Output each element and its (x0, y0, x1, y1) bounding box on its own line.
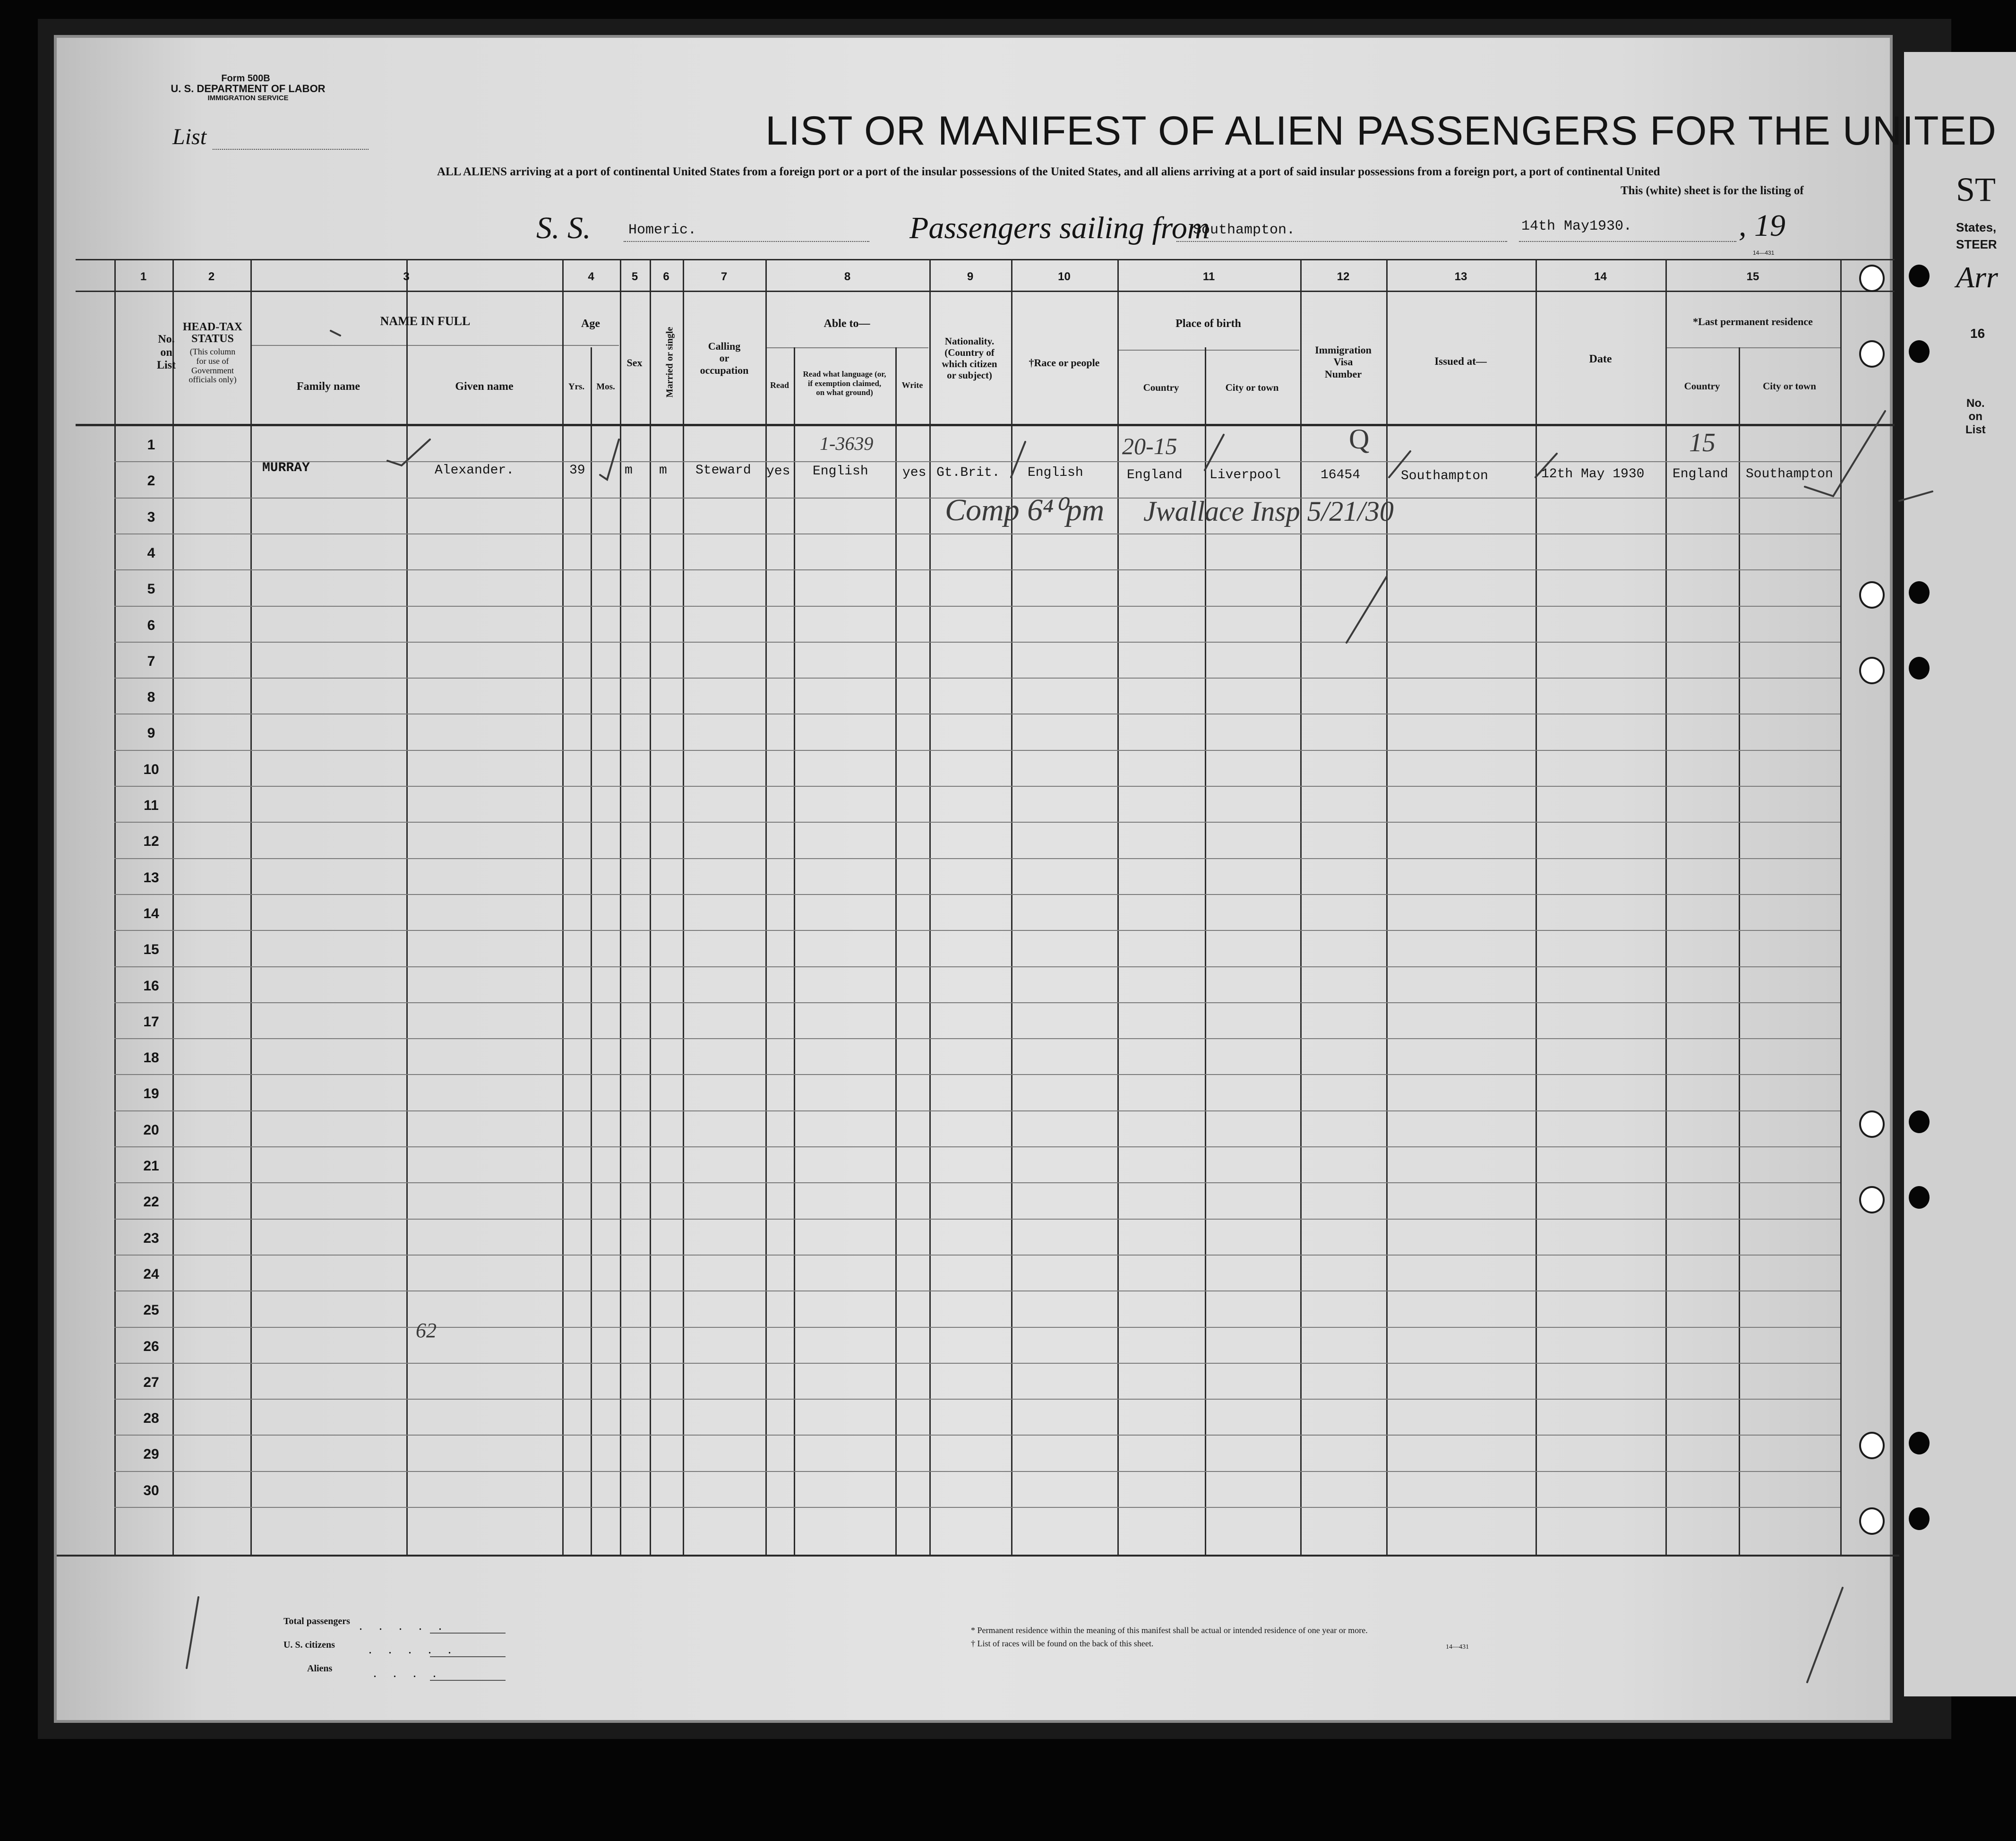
column-number: 10 (1058, 270, 1071, 283)
col-age-yrs: Yrs. (568, 382, 585, 392)
check-mark (1807, 1588, 1843, 1682)
ss-label: S. S. (536, 211, 591, 245)
row-number: 29 (143, 1446, 159, 1462)
row-number: 30 (143, 1482, 159, 1498)
res-city-cell: Southampton (1746, 467, 1833, 482)
footer-dots: . . . . . (369, 1642, 458, 1657)
next-col-num: 16 (1970, 326, 1985, 341)
row-number: 1 (147, 437, 155, 453)
column-number: 9 (967, 270, 974, 283)
language-cell: English (813, 464, 868, 479)
check-mark (1389, 451, 1410, 477)
row-number: 16 (143, 978, 159, 994)
punch-hole (1909, 581, 1930, 604)
footer-aliens-line (430, 1680, 506, 1681)
row-number: 25 (143, 1302, 159, 1318)
form-service: IMMIGRATION SERVICE (207, 94, 289, 102)
punch-hole (1859, 1186, 1885, 1213)
footer-total-line (430, 1633, 506, 1634)
row-number: 3 (147, 509, 155, 525)
row-number: 9 (147, 725, 155, 741)
age-yrs-cell: 39 (569, 463, 585, 478)
visa-number-cell: 16454 (1321, 468, 1361, 482)
col-age-mos: Mos. (596, 382, 615, 392)
column-number: 1 (140, 270, 147, 283)
handwritten-mark-62: 62 (416, 1319, 437, 1342)
col-able-to: Able to— (824, 318, 870, 330)
row-number: 14 (143, 905, 159, 921)
row-number: 18 (143, 1050, 159, 1066)
form-department: U. S. DEPARTMENT OF LABOR (171, 83, 326, 95)
column-number: 15 (1746, 270, 1759, 283)
handwritten-visa-mark: Q (1349, 423, 1370, 455)
col-last-residence: *Last permanent residence (1693, 316, 1813, 327)
row-number: 10 (143, 761, 159, 777)
col-nationality: Nationality. (Country of which citizen or subject) (942, 336, 997, 381)
col-married: Married or single (664, 327, 675, 398)
check-mark (1347, 576, 1387, 643)
row-number: 6 (147, 617, 155, 633)
check-mark (1899, 491, 1932, 501)
punch-hole (1909, 1432, 1930, 1454)
column-number: 7 (721, 270, 728, 283)
col-read: Read (770, 380, 789, 390)
col-head-tax-note: (This column for use of Government officials only) (189, 347, 237, 385)
check-mark (331, 331, 340, 336)
punch-hole (1859, 1110, 1885, 1138)
race-cell: English (1028, 465, 1083, 480)
birth-country-cell: England (1127, 468, 1183, 482)
col-date: Date (1589, 353, 1612, 365)
row-number: 13 (143, 869, 159, 886)
footer-total-passengers: Total passengers (283, 1616, 350, 1626)
column-number: 8 (844, 270, 851, 283)
sailing-port: Southampton. (1193, 222, 1295, 238)
col-issued-at: Issued at— (1434, 355, 1487, 367)
birth-city-cell: Liverpool (1210, 468, 1281, 482)
check-mark (387, 439, 430, 465)
col-race: †Race or people (1029, 357, 1100, 369)
punch-hole (1859, 581, 1885, 609)
handwritten-code: 20-15 (1122, 433, 1177, 459)
col-birth-city: City or town (1225, 382, 1279, 393)
row-number: 26 (143, 1338, 159, 1354)
row-number: 22 (143, 1194, 159, 1210)
column-number: 13 (1454, 270, 1467, 283)
page-subtitle: ALL ALIENS arriving at a port of continental United States from a foreign port or a port of the insular possessions of the United States, and all aliens arriving at a port of said insular possessions from a foreign port, a port of continental United (437, 165, 1660, 178)
column-number: 4 (588, 270, 594, 283)
form-number: Form 500B (221, 73, 270, 84)
column-number: 12 (1337, 270, 1350, 283)
write-cell: yes (902, 465, 927, 480)
col-read-what: Read what language (or, if exemption claimed, on what ground) (803, 370, 886, 397)
row-number: 12 (143, 834, 159, 850)
punch-hole (1859, 1432, 1885, 1459)
footer-note-1: * Permanent residence within the meaning of this manifest shall be actual or intended residence of one year or more. (971, 1626, 1368, 1635)
col-visa: Immigration Visa Number (1315, 344, 1372, 380)
row-number: 7 (147, 653, 155, 669)
col-name-in-full: NAME IN FULL (380, 314, 471, 328)
row-number: 8 (147, 689, 155, 705)
row-number: 24 (143, 1266, 159, 1282)
nationality-cell: Gt.Brit. (936, 465, 1000, 480)
col-sex: Sex (626, 357, 643, 369)
column-number: 11 (1202, 270, 1215, 283)
check-mark (1805, 411, 1885, 496)
punch-hole (1909, 265, 1930, 287)
row-number: 19 (143, 1086, 159, 1102)
row-number: 2 (147, 473, 155, 489)
row-number: 17 (143, 1014, 159, 1030)
check-mark (1011, 442, 1025, 477)
year-label: , 19 (1739, 208, 1785, 243)
next-sheet-line2: STEER (1956, 237, 1997, 251)
page-subtitle-2: This (white) sheet is for the listing of (1621, 184, 1804, 197)
page-title: LIST OR MANIFEST OF ALIEN PASSENGERS FOR THE UNITED (765, 108, 1997, 154)
punch-hole (1859, 1507, 1885, 1535)
handwritten-residence-mark: 15 (1689, 428, 1716, 457)
ship-name: Homeric. (628, 222, 697, 238)
res-country-cell: England (1673, 467, 1728, 482)
list-label: List (172, 124, 207, 149)
col-given-name: Given name (455, 380, 514, 393)
col-age: Age (581, 318, 600, 330)
row-number: 23 (143, 1230, 159, 1246)
row-number: 27 (143, 1374, 159, 1390)
column-number: 2 (208, 270, 215, 283)
row-number: 15 (143, 942, 159, 958)
row-number: 20 (143, 1122, 159, 1138)
punch-hole (1909, 1186, 1930, 1209)
row-number: 5 (147, 581, 155, 597)
punch-hole (1909, 1507, 1930, 1530)
footer-code: 14—431 (1446, 1643, 1469, 1651)
read-cell: yes (766, 464, 790, 479)
footer-dots: . . . . . (359, 1618, 448, 1633)
family-name-cell: MURRAY (262, 461, 310, 475)
col-head-tax: HEAD-TAX STATUS (182, 321, 243, 345)
col-family-name: Family name (297, 380, 360, 393)
col-place-of-birth: Place of birth (1175, 318, 1241, 330)
row-number: 21 (143, 1158, 159, 1174)
header-code: 14—431 (1753, 249, 1775, 256)
row-number: 4 (147, 545, 155, 561)
handwritten-note: Comp 6⁴⁰pm (945, 493, 1105, 527)
col-res-country: Country (1684, 380, 1720, 392)
col-res-city: City or town (1763, 380, 1816, 392)
marital-cell: m (659, 463, 667, 478)
col-calling: Calling or occupation (700, 340, 749, 376)
col-write: Write (901, 380, 923, 390)
footer-dots: . . . . (373, 1666, 443, 1680)
sailing-date: 14th May1930. (1521, 218, 1632, 234)
punch-hole (1859, 265, 1885, 292)
punch-hole (1909, 1110, 1930, 1133)
row-number: 11 (144, 798, 159, 813)
handwritten-reference: 1-3639 (820, 433, 874, 454)
next-sheet-line3: Arr (1956, 260, 1998, 294)
sailing-label: Passengers sailing from (909, 211, 1210, 245)
punch-hole (1859, 340, 1885, 368)
column-number: 5 (631, 270, 638, 283)
given-name-cell: Alexander. (435, 463, 515, 478)
punch-hole (1909, 657, 1930, 680)
footer-aliens: Aliens (307, 1663, 333, 1674)
punch-hole (1909, 340, 1930, 363)
issued-at-cell: Southampton (1401, 469, 1488, 483)
punch-hole (1859, 657, 1885, 684)
row-number: 28 (143, 1411, 159, 1427)
column-number: 3 (403, 270, 410, 283)
next-sheet-line1: States, (1956, 220, 1997, 234)
next-sheet-title: ST (1956, 171, 1996, 208)
check-mark (1205, 435, 1224, 470)
column-number: 14 (1594, 270, 1607, 283)
check-mark (187, 1597, 198, 1668)
col-birth-country: Country (1143, 382, 1179, 393)
footer-note-2: † List of races will be found on the back of this sheet. (971, 1639, 1154, 1648)
occupation-cell: Steward (695, 463, 751, 478)
col-no-on-list: No. on List (156, 333, 176, 372)
column-number: 6 (663, 270, 669, 283)
check-mark (1536, 454, 1557, 477)
handwritten-inspector: Jwallace Insp 5/21/30 (1143, 496, 1394, 527)
sex-cell: m (625, 463, 633, 478)
check-mark (600, 439, 619, 480)
footer-citizens-line (430, 1656, 506, 1657)
issue-date-cell: 12th May 1930 (1541, 467, 1645, 482)
footer-us-citizens: U. S. citizens (283, 1640, 335, 1650)
next-col-head: No. on List (1965, 397, 1986, 436)
